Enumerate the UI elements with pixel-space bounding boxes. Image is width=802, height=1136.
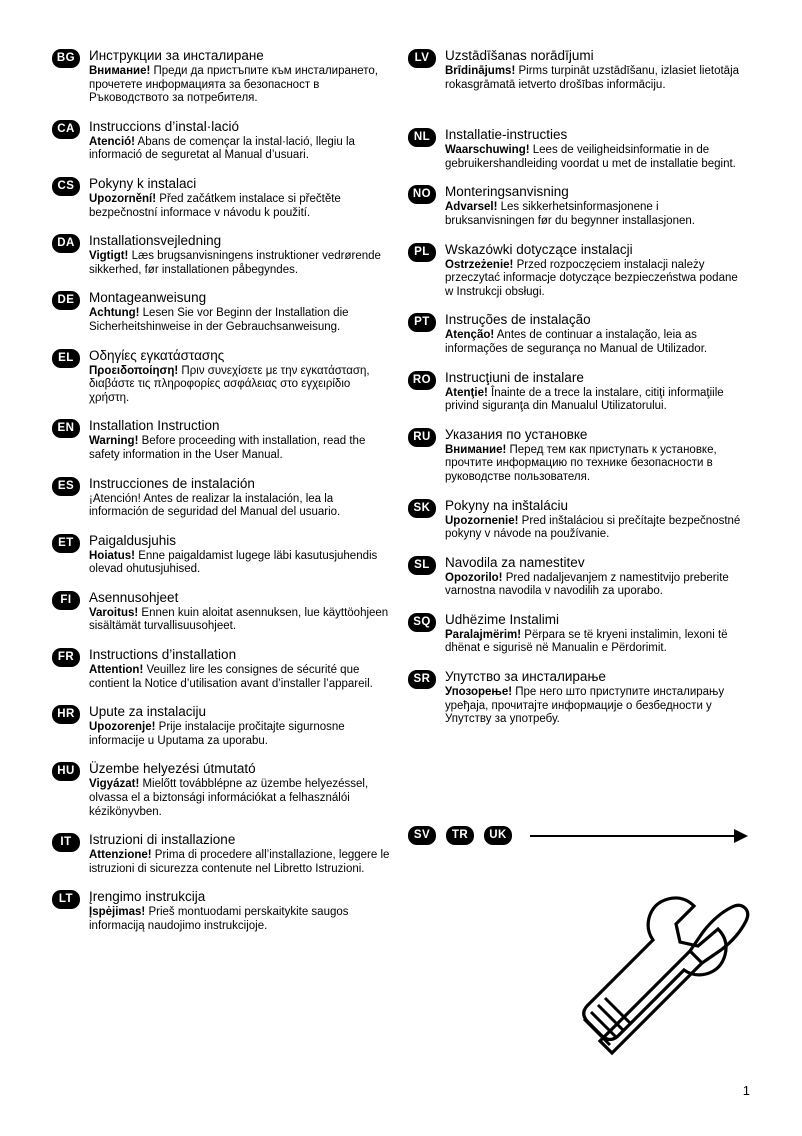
language-entry-sl bbox=[408, 555, 748, 599]
entry-text bbox=[89, 418, 392, 462]
language-badge-sk: SK bbox=[408, 499, 436, 518]
language-entry-hr bbox=[52, 704, 392, 748]
body-text: Veuillez lire les consignes de sécurité que contient la Notice d’utilisation avant d’installer l’appareil. bbox=[89, 664, 373, 690]
language-badge-hr: HR bbox=[52, 705, 80, 724]
language-title: Instrucţiuni de instalare bbox=[445, 369, 584, 385]
language-badge-lt: LT bbox=[52, 890, 80, 909]
language-title: Montageanweisung bbox=[89, 290, 207, 306]
language-body bbox=[89, 607, 392, 634]
language-badge-es: ES bbox=[52, 477, 80, 496]
warning-label: Упозорење! bbox=[445, 686, 513, 699]
warning-label: Vigyázat! bbox=[89, 778, 140, 791]
warning-label: Внимание! bbox=[89, 65, 151, 77]
badge-row bbox=[408, 826, 758, 845]
language-title: Pokyny na inštaláciu bbox=[445, 497, 569, 513]
language-title: Instruções de instalação bbox=[445, 312, 591, 328]
language-body bbox=[445, 144, 748, 171]
language-entry-no bbox=[408, 184, 748, 228]
language-badge-no: NO bbox=[408, 185, 436, 204]
body-text: Prima di procedere all’installazione, leggere le istruzioni di sicurezza contenute nel Libretto Istruzioni. bbox=[89, 849, 390, 875]
entry-text bbox=[445, 612, 748, 656]
warning-label: Brīdinājums! bbox=[445, 65, 516, 77]
right-column bbox=[408, 48, 748, 740]
body-text: Les sikkerhetsinformasjonene i bruksanvisningen før du begynner installasjonen. bbox=[445, 201, 695, 227]
warning-label: Upozorenje! bbox=[89, 721, 156, 734]
warning-label: Upozornenie! bbox=[445, 514, 519, 527]
language-body bbox=[445, 444, 748, 485]
language-body bbox=[445, 686, 748, 727]
warning-label: Varoitus! bbox=[89, 606, 139, 619]
language-badge-bg: BG bbox=[52, 49, 80, 68]
language-badge-ru: RU bbox=[408, 428, 436, 447]
language-title: Navodila za namestitev bbox=[445, 554, 585, 570]
language-title: Paigaldusjuhis bbox=[89, 532, 177, 548]
entry-text bbox=[445, 669, 748, 727]
entry-text bbox=[445, 242, 748, 300]
language-body bbox=[445, 329, 748, 356]
body-text: Prije instalacije pročitajte sigurnosne informacije u Uputama za uporabu. bbox=[89, 721, 345, 747]
entry-text bbox=[445, 427, 748, 485]
language-entry-pt bbox=[408, 312, 748, 356]
warning-label: Atenção! bbox=[445, 329, 495, 342]
entry-text bbox=[89, 761, 392, 819]
entry-text bbox=[89, 290, 392, 334]
entry-text bbox=[89, 48, 392, 106]
bottom-language-badges bbox=[408, 826, 758, 845]
body-text: Pirms turpināt uzstādīšanu, izlasiet lietotāja rokasgrāmatā ietverto drošības informāciju. bbox=[445, 65, 740, 91]
language-badge-pl: PL bbox=[408, 243, 436, 262]
language-title: Instrucciones de instalación bbox=[89, 475, 255, 491]
language-badge-ca: CA bbox=[52, 120, 80, 139]
language-entry-sq bbox=[408, 612, 748, 656]
body-text: Przed rozpoczęciem instalacji należy przeczytać informacje dotyczące bezpieczeństwa podane w Instrukcji obsługi. bbox=[445, 258, 738, 298]
language-badge-de: DE bbox=[52, 291, 80, 310]
language-badge-lv: LV bbox=[408, 49, 436, 68]
language-badge-el: EL bbox=[52, 349, 80, 368]
language-title: Installationsvejledning bbox=[89, 233, 222, 249]
language-badge-et: ET bbox=[52, 534, 80, 553]
language-badge-it: IT bbox=[52, 833, 80, 852]
language-title: Üzembe helyezési útmutató bbox=[89, 761, 256, 777]
language-entry-de bbox=[52, 290, 392, 334]
language-badge-sr: SR bbox=[408, 670, 436, 689]
language-entry-sk bbox=[408, 498, 748, 542]
body-text: Lesen Sie vor Beginn der Installation die Sicherheitshinweise in der Gebrauchsanweisung. bbox=[89, 307, 349, 333]
warning-label: Achtung! bbox=[89, 307, 140, 320]
language-body bbox=[89, 849, 392, 876]
warning-label: Внимание! bbox=[445, 443, 507, 456]
body-text: Pred inštaláciou si prečítajte bezpečnostné pokyny v návode na používanie. bbox=[445, 514, 741, 541]
language-body bbox=[445, 201, 748, 228]
language-badge-hu: HU bbox=[52, 762, 80, 781]
language-badge-tr: TR bbox=[446, 826, 474, 845]
body-text: Mielőtt továbblépne az üzembe helyezéssel, olvassa el a biztonsági információkat a felhasználói kézikönyvben. bbox=[89, 778, 369, 818]
entry-text bbox=[89, 889, 392, 933]
entry-text bbox=[445, 48, 748, 92]
body-text: Læs brugsanvisningens instruktioner vedrørende sikkerhed, før installationen påbegyndes. bbox=[89, 250, 381, 276]
language-title: Udhëzime Instalimi bbox=[445, 611, 560, 627]
language-title: Pokyny k instalaci bbox=[89, 175, 197, 191]
language-title: Įrengimo instrukcija bbox=[89, 889, 206, 905]
entry-text bbox=[89, 233, 392, 277]
language-body bbox=[89, 550, 392, 577]
language-body bbox=[89, 136, 392, 163]
language-badge-en: EN bbox=[52, 419, 80, 438]
language-body bbox=[89, 193, 392, 220]
language-entry-et bbox=[52, 533, 392, 577]
language-body bbox=[89, 307, 392, 334]
language-body bbox=[89, 493, 392, 520]
body-text: Перед тем как приступать к установке, прочтите информацию по технике безопасности в руководстве пользователя. bbox=[445, 443, 717, 483]
language-title: Uzstādīšanas norādījumi bbox=[445, 48, 594, 63]
entry-text bbox=[89, 348, 392, 406]
body-text: Përpara se të kryeni instalimin, lexoni të dhënat e sigurisë në Manualin e Përdorimit. bbox=[445, 628, 728, 655]
body-text: Ennen kuin aloitat asennuksen, lue käyttöohjeen sisältämät turvallisuusohjeet. bbox=[89, 606, 389, 633]
warning-label: Atenţie! bbox=[445, 386, 488, 399]
language-title: Istruzioni di installazione bbox=[89, 832, 236, 848]
language-badge-uk: UK bbox=[484, 826, 512, 845]
body-text: Před začátkem instalace si přečtěte bezpečnostní informace v návodu k použití. bbox=[89, 192, 341, 219]
language-title: Instruccions d’instal·lació bbox=[89, 118, 240, 134]
entry-text bbox=[445, 555, 748, 599]
language-entry-nl bbox=[408, 127, 748, 171]
language-body bbox=[89, 778, 392, 819]
entry-text bbox=[445, 184, 748, 228]
language-body bbox=[445, 387, 748, 414]
language-entry-es bbox=[52, 476, 392, 520]
language-title: Asennusohjeet bbox=[89, 589, 179, 605]
language-body bbox=[445, 629, 748, 656]
body-text: ¡Atención! Antes de realizar la instalación, lea la información de seguridad del Manual del usuario. bbox=[89, 492, 341, 519]
body-text: Abans de començar la instal·lació, llegiu la informació de seguretat al Manual d’usuari. bbox=[89, 135, 355, 162]
wrench-screwdriver-icon bbox=[540, 866, 770, 1081]
language-title: Monteringsanvisning bbox=[445, 184, 569, 200]
language-title: Указания по установке bbox=[445, 426, 588, 442]
body-text: Pred nadaljevanjem z namestitvijo preberite varnostna navodila v navodilih za uporabo. bbox=[445, 571, 729, 598]
language-body bbox=[89, 906, 392, 933]
entry-text bbox=[445, 370, 748, 414]
language-body bbox=[89, 65, 392, 106]
language-badge-fi: FI bbox=[52, 591, 80, 610]
warning-label: Hoiatus! bbox=[89, 549, 135, 562]
language-title: Installatie-instructies bbox=[445, 127, 568, 143]
warning-label: Paralajmërim! bbox=[445, 628, 522, 641]
language-title: Upute za instalaciju bbox=[89, 704, 207, 720]
language-badge-fr: FR bbox=[52, 648, 80, 667]
language-badge-sl: SL bbox=[408, 556, 436, 575]
language-body bbox=[445, 515, 748, 542]
language-entry-lt bbox=[52, 889, 392, 933]
warning-label: Advarsel! bbox=[445, 201, 498, 214]
language-entry-ro bbox=[408, 370, 748, 414]
body-text: Enne paigaldamist lugege läbi kasutusjuhendis olevad ohutusjuhised. bbox=[89, 549, 378, 576]
language-body bbox=[89, 721, 392, 748]
language-title: Wskazówki dotyczące instalacji bbox=[445, 241, 633, 257]
entry-text bbox=[89, 176, 392, 220]
language-entry-sr bbox=[408, 669, 748, 727]
left-column bbox=[52, 48, 392, 947]
body-text: Prieš montuodami perskaitykite saugos informaciją naudojimo instrukcijoje. bbox=[89, 906, 349, 932]
language-entry-da bbox=[52, 233, 392, 277]
entry-text bbox=[445, 498, 748, 542]
body-text: Before proceeding with installation, read the safety information in the User Manual. bbox=[89, 435, 366, 461]
language-entry-bg bbox=[52, 48, 392, 106]
body-text: Înainte de a trece la instalare, citiţi informaţiile privind siguranţa din Manualul Utilizatorului. bbox=[445, 386, 724, 413]
language-entry-it bbox=[52, 832, 392, 876]
entry-text bbox=[89, 533, 392, 577]
warning-label: Upozornění! bbox=[89, 192, 157, 205]
language-badge-da: DA bbox=[52, 234, 80, 253]
language-title: Instructions d’installation bbox=[89, 647, 237, 663]
language-badge-nl: NL bbox=[408, 128, 436, 147]
warning-label: Ostrzeżenie! bbox=[445, 258, 514, 271]
language-body bbox=[445, 259, 748, 300]
warning-label: Attention! bbox=[89, 664, 144, 677]
language-body bbox=[89, 664, 392, 691]
warning-label: Atenció! bbox=[89, 135, 135, 148]
language-badge-cs: CS bbox=[52, 177, 80, 196]
entry-text bbox=[445, 312, 748, 356]
warning-label: Warning! bbox=[89, 435, 139, 448]
language-entry-pl bbox=[408, 242, 748, 300]
warning-label: Vigtigt! bbox=[89, 250, 129, 263]
body-text: Lees de veiligheidsinformatie in de gebruikershandleiding voordat u met de installatie begint. bbox=[445, 144, 736, 170]
body-text: Πριν συνεχίσετε με την εγκατάσταση, διαβάστε τις πληροφορίες ασφάλειας στο εγχειρίδιο χρήστη. bbox=[89, 364, 370, 404]
body-text: Antes de continuar a instalação, leia as informações de segurança no Manual de Utilizador. bbox=[445, 329, 708, 355]
entry-text bbox=[89, 647, 392, 691]
right-arrow-icon bbox=[530, 826, 758, 845]
language-title: Упутство за инсталирање bbox=[445, 669, 606, 685]
language-title: Installation Instruction bbox=[89, 418, 220, 434]
language-body bbox=[89, 435, 392, 462]
language-badge-sq: SQ bbox=[408, 613, 436, 632]
language-entry-en bbox=[52, 418, 392, 462]
language-entry-el bbox=[52, 348, 392, 406]
language-badge-sv: SV bbox=[408, 826, 436, 845]
page-number: 1 bbox=[742, 1083, 750, 1098]
entry-text bbox=[89, 832, 392, 876]
entry-text bbox=[89, 476, 392, 520]
warning-label: Attenzione! bbox=[89, 849, 152, 862]
entry-text bbox=[89, 704, 392, 748]
body-text: Пре него што приступите инсталирању уређаја, прочитајте информације о безбедности у Упутству за употребу. bbox=[445, 686, 725, 726]
language-title: Οδηγίες εγκατάστασης bbox=[89, 347, 225, 363]
language-body bbox=[445, 572, 748, 599]
language-entry-fi bbox=[52, 590, 392, 634]
language-body bbox=[89, 250, 392, 277]
language-entry-ca bbox=[52, 119, 392, 163]
entry-text bbox=[89, 590, 392, 634]
language-body bbox=[445, 65, 748, 92]
language-body bbox=[89, 365, 392, 406]
language-entry-hu bbox=[52, 761, 392, 819]
language-entry-fr bbox=[52, 647, 392, 691]
warning-label: Įspėjimas! bbox=[89, 906, 146, 919]
entry-text bbox=[445, 127, 748, 171]
body-text: Преди да пристъпите към инсталирането, прочетете информацията за безопасност в Ръководството за потребителя. bbox=[89, 65, 378, 105]
warning-label: Opozorilo! bbox=[445, 571, 503, 584]
language-badge-pt: PT bbox=[408, 313, 436, 332]
language-entry-lv bbox=[408, 48, 748, 92]
language-title: Инструкции за инсталиране bbox=[89, 48, 264, 63]
entry-text bbox=[89, 119, 392, 163]
language-entry-ru bbox=[408, 427, 748, 485]
warning-label: Προειδοποίηση! bbox=[89, 364, 179, 377]
warning-label: Waarschuwing! bbox=[445, 144, 530, 157]
language-badge-ro: RO bbox=[408, 371, 436, 390]
language-entry-cs bbox=[52, 176, 392, 220]
